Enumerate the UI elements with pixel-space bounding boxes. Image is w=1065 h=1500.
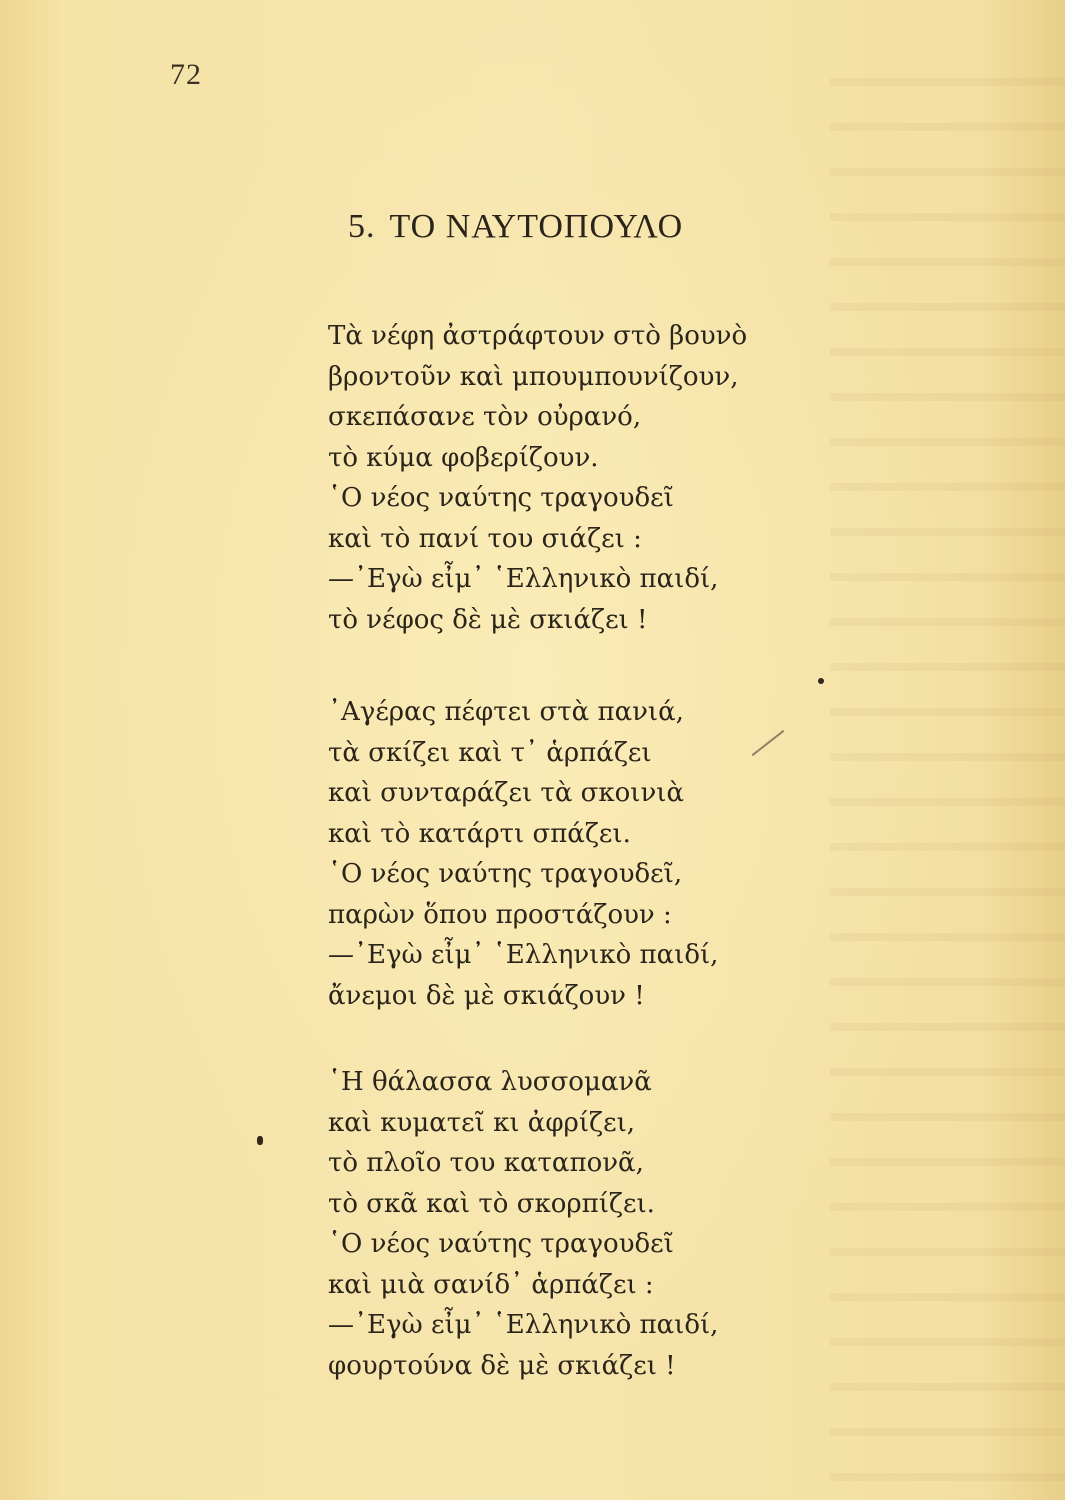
poem-title-text: ΤΟ ΝΑΥΤΟΠΟΥΛΟ bbox=[389, 208, 684, 245]
stanza-2-line-2: τὰ σκίζει καὶ τ᾿ ἁρπάζει bbox=[328, 737, 652, 768]
stanza-1-line-5: ῾Ο νέος ναύτης τραγουδεῖ bbox=[328, 483, 674, 513]
stanza-1-line-4: τὸ κύμα φοβερίζουν. bbox=[328, 442, 599, 473]
stanza-3-line-4: τὸ σκᾶ καὶ τὸ σκορπίζει. bbox=[328, 1188, 655, 1219]
stanza-1-line-3: σκεπάσανε τὸν οὐρανό, bbox=[328, 402, 642, 432]
ink-spot bbox=[818, 678, 824, 684]
stanza-3-line-1: ῾Η θάλασσα λυσσομανᾶ bbox=[328, 1067, 652, 1097]
poem-title-number: 5. bbox=[348, 208, 376, 245]
stanza-3-line-5: ῾Ο νέος ναύτης τραγουδεῖ bbox=[328, 1229, 674, 1259]
stanza-3-line-8: φουρτούνα δὲ μὲ σκιάζει ! bbox=[328, 1350, 676, 1381]
stanza-3-line-6: καὶ μιὰ σανίδ᾿ ἁρπάζει : bbox=[328, 1269, 654, 1300]
poem-title bbox=[348, 208, 683, 246]
stanza-1-line-8: τὸ νέφος δὲ μὲ σκιάζει ! bbox=[328, 604, 648, 635]
stanza-2-line-1: ᾿Αγέρας πέφτει στὰ πανιά, bbox=[328, 697, 684, 727]
stanza-1-line-2: βροντοῦν καὶ μπουμπουνίζουν, bbox=[328, 361, 739, 392]
stanza-2-line-7: —᾿Εγὼ εἶμ᾿ ῾Ελληνικὸ παιδί, bbox=[328, 940, 719, 970]
stanza-1-line-1: Τὰ νέφη ἀστράφτουν στὸ βουνὸ bbox=[328, 321, 748, 351]
pencil-stroke bbox=[752, 730, 785, 756]
stanza-1 bbox=[328, 316, 747, 640]
stanza-1-line-7: —᾿Εγὼ εἶμ᾿ ῾Ελληνικὸ παιδί, bbox=[328, 564, 719, 594]
stanza-2-line-8: ἄνεμοι δὲ μὲ σκιάζουν ! bbox=[328, 980, 645, 1011]
stanza-2-line-3: καὶ συνταράζει τὰ σκοινιὰ bbox=[328, 778, 685, 808]
stanza-2-line-6: παρὼν ὅπου προστάζουν : bbox=[328, 899, 672, 930]
stanza-2-line-4: καὶ τὸ κατάρτι σπάζει. bbox=[328, 818, 631, 849]
stanza-3-line-2: καὶ κυματεῖ κι ἀφρίζει, bbox=[328, 1107, 636, 1138]
stanza-3-line-3: τὸ πλοῖο του καταπονᾶ, bbox=[328, 1148, 644, 1178]
stanza-2-line-5: ῾Ο νέος ναύτης τραγουδεῖ, bbox=[328, 859, 683, 889]
show-through-text bbox=[830, 60, 1065, 1500]
page-number: 72 bbox=[170, 58, 202, 91]
stanza-3-line-7: —᾿Εγὼ εἶμ᾿ ῾Ελληνικὸ παιδί, bbox=[328, 1310, 719, 1340]
stanza-1-line-6: καὶ τὸ πανί του σιάζει : bbox=[328, 523, 642, 554]
ink-spot bbox=[257, 1136, 263, 1145]
stanza-3 bbox=[328, 1062, 718, 1386]
stanza-2 bbox=[328, 692, 718, 1016]
